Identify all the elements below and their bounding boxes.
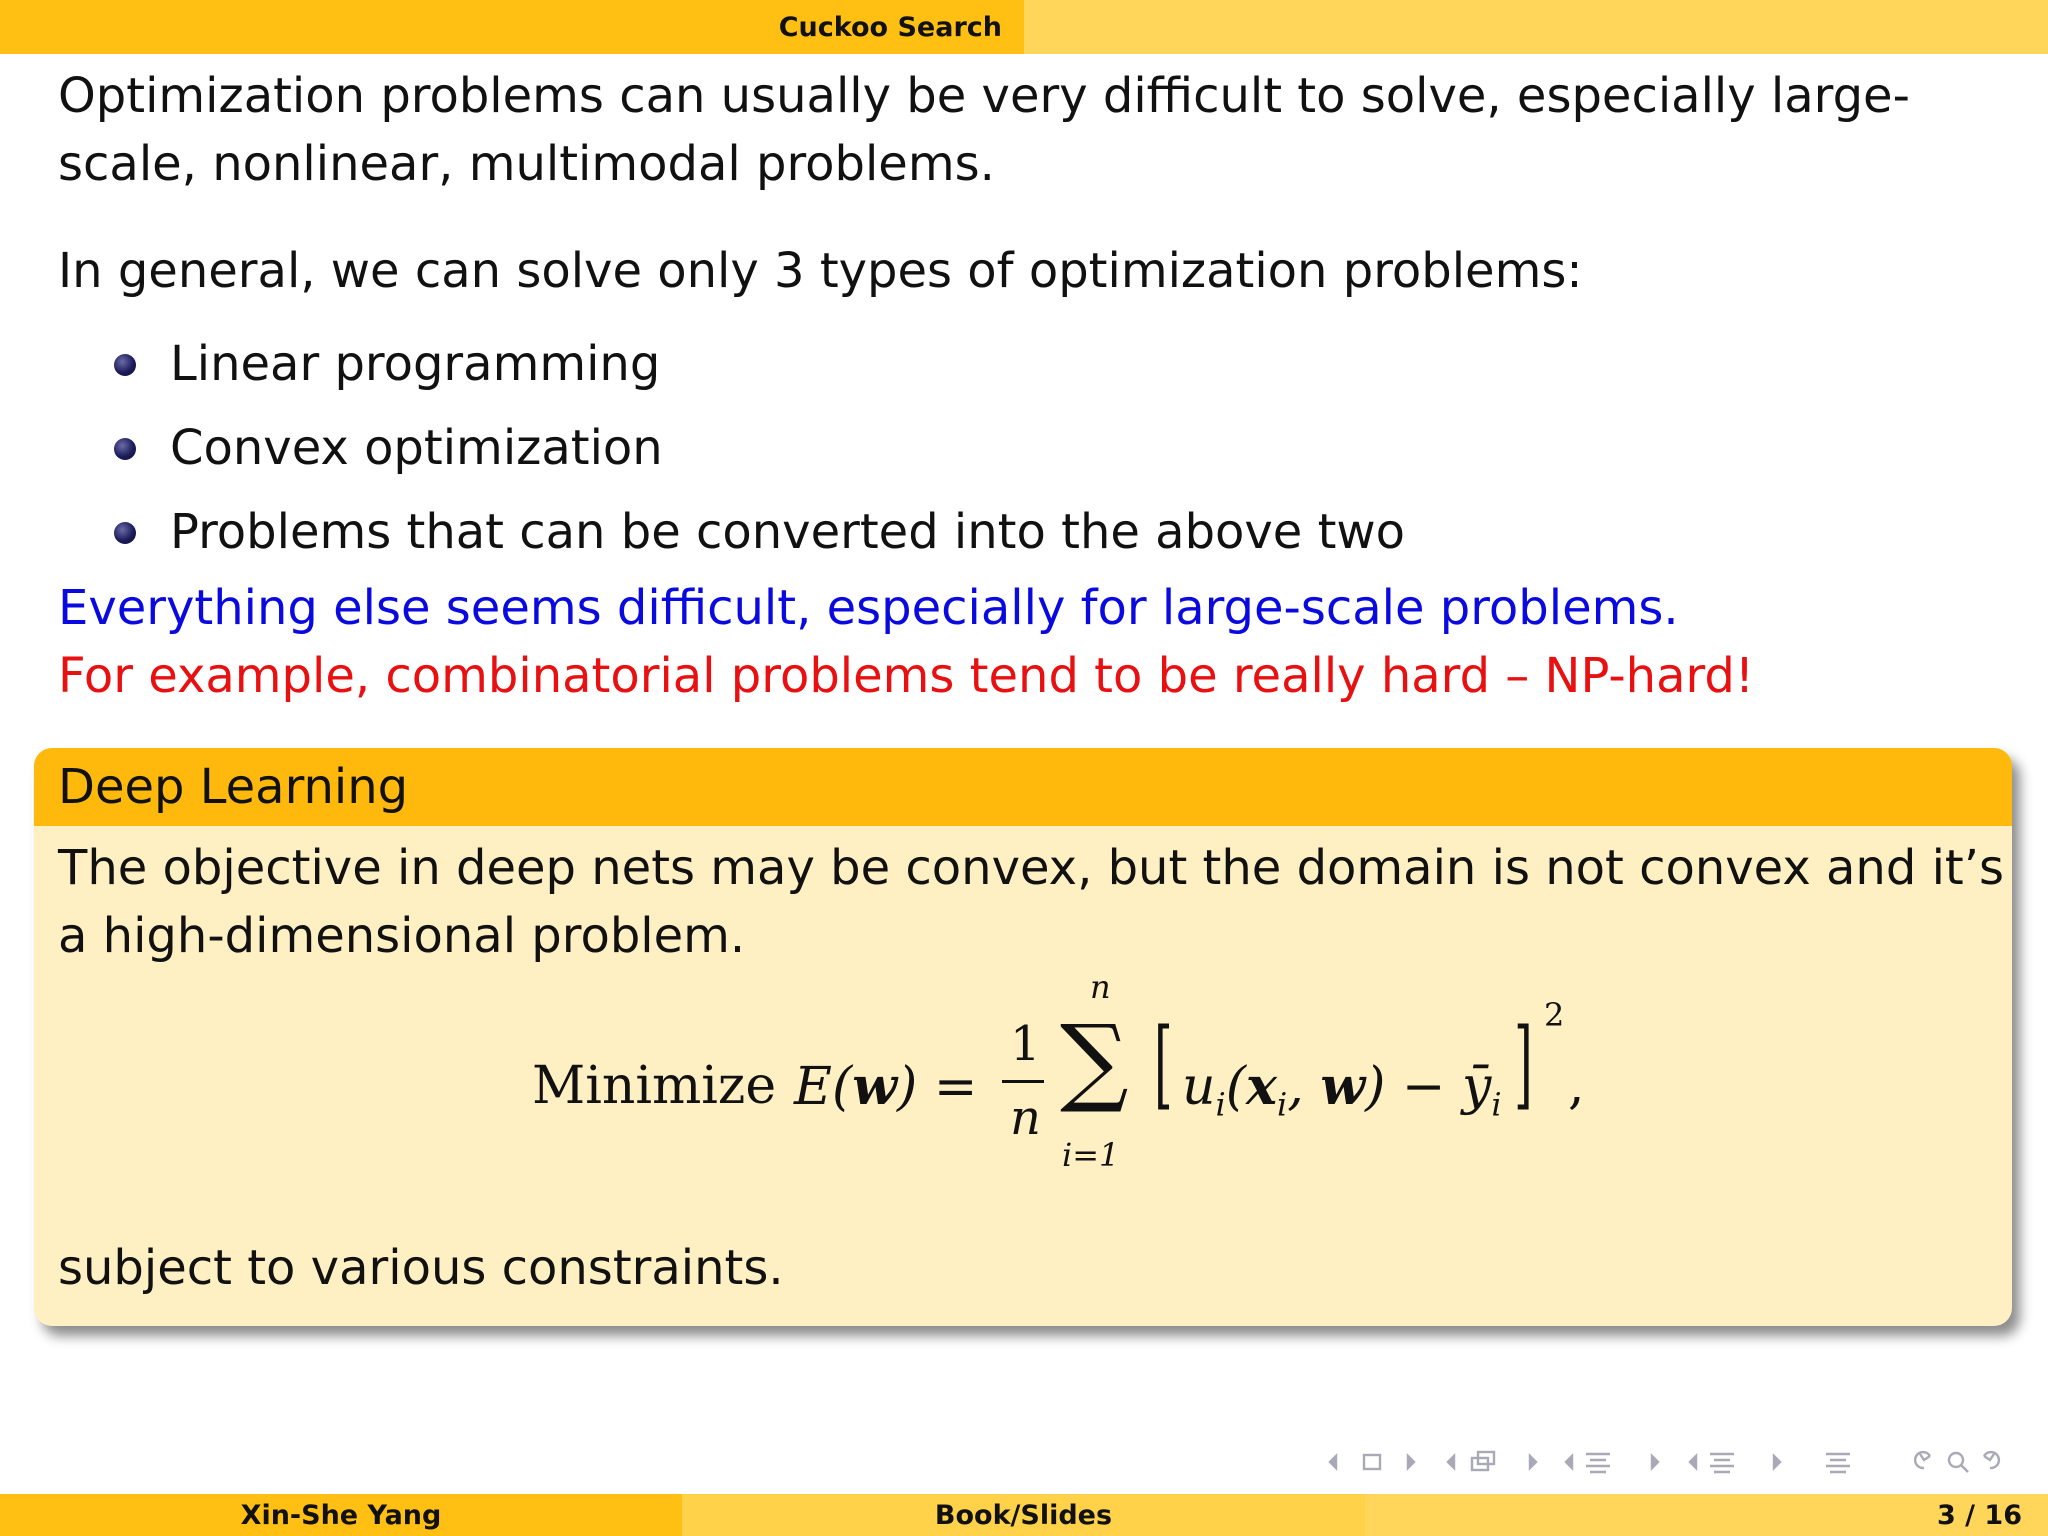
block-title: Deep Learning xyxy=(34,748,2012,826)
bullet-icon xyxy=(114,354,136,376)
undo-icon[interactable] xyxy=(1915,1452,1930,1468)
fraction-numerator: 1 xyxy=(1010,1016,1041,1072)
left-bracket-icon: [ xyxy=(1154,1008,1173,1120)
arrow-left-icon[interactable] xyxy=(1330,1456,1336,1468)
sum-sign-icon: ∑ xyxy=(1060,1004,1129,1116)
list-item: Problems that can be converted into the above two xyxy=(110,490,1405,574)
intro-paragraph: Optimization problems can usually be very difficult to solve, especially large-scale, nonlinear, multimodal problems. xyxy=(58,68,1910,192)
formula-body: $u_i(x_i$, $w) - ȳ_i$ xyxy=(1182,1056,1502,1124)
block-closing: subject to various constraints. xyxy=(58,1240,784,1296)
presentation-title: Cuckoo Search xyxy=(778,11,1002,43)
slide-header xyxy=(0,0,2048,54)
formula-word: Minimize xyxy=(532,1056,777,1116)
header-left-band xyxy=(0,0,1024,54)
right-bracket-icon: ] xyxy=(1514,1008,1533,1120)
search-icon[interactable] xyxy=(1949,1453,1968,1472)
footer-page-number: 3 / 16 xyxy=(1365,1494,2048,1536)
footer-author: Xin-She Yang xyxy=(0,1494,682,1536)
arrow-right-icon[interactable] xyxy=(1408,1456,1414,1468)
align-icon[interactable] xyxy=(1826,1454,1850,1472)
header-right-band xyxy=(1024,0,2048,54)
block-paragraph: The objective in deep nets may be convex, but the domain is not convex and it’s a high-dimensional problem. xyxy=(58,840,2004,964)
list-item: Linear programming xyxy=(110,322,1405,406)
deep-learning-block xyxy=(34,748,2012,1326)
beamer-navigation xyxy=(1326,1446,2026,1478)
fraction-bar xyxy=(1002,1080,1044,1083)
arrow-left-icon[interactable] xyxy=(1448,1456,1454,1468)
arrow-right-icon[interactable] xyxy=(1652,1456,1658,1468)
bullet-icon xyxy=(114,522,136,544)
frame-icon[interactable] xyxy=(1364,1455,1380,1469)
arrow-right-icon[interactable] xyxy=(1774,1456,1780,1468)
arrow-left-icon[interactable] xyxy=(1566,1456,1572,1468)
fraction-denominator: n xyxy=(1010,1090,1041,1146)
list-item: Convex optimization xyxy=(110,406,1405,490)
section-icon[interactable] xyxy=(1710,1454,1734,1472)
subsection-icon[interactable] xyxy=(1472,1452,1494,1470)
arrow-right-icon[interactable] xyxy=(1530,1456,1536,1468)
section-icon[interactable] xyxy=(1586,1454,1610,1472)
footer-title: Book/Slides xyxy=(682,1494,1365,1536)
highlight-blue-line: Everything else seems difficult, especially for large-scale problems. xyxy=(58,580,1679,636)
highlight-red-line: For example, combinatorial problems tend to be really hard – NP-hard! xyxy=(58,648,1755,704)
arrow-left-icon[interactable] xyxy=(1690,1456,1696,1468)
redo-icon[interactable] xyxy=(1984,1452,1999,1468)
formula-comma: , xyxy=(1568,1056,1585,1116)
problem-type-list xyxy=(110,322,1405,574)
slide-footer xyxy=(0,1494,2048,1536)
formula-lhs: E(w) = xyxy=(794,1056,978,1117)
bullet-icon xyxy=(114,438,136,460)
formula-exponent: 2 xyxy=(1544,996,1565,1034)
intro-lead: In general, we can solve only 3 types of optimization problems: xyxy=(58,243,1583,299)
sum-lower-limit: i=1 xyxy=(1062,1136,1120,1174)
sum-upper-limit: n xyxy=(1090,968,1111,1006)
